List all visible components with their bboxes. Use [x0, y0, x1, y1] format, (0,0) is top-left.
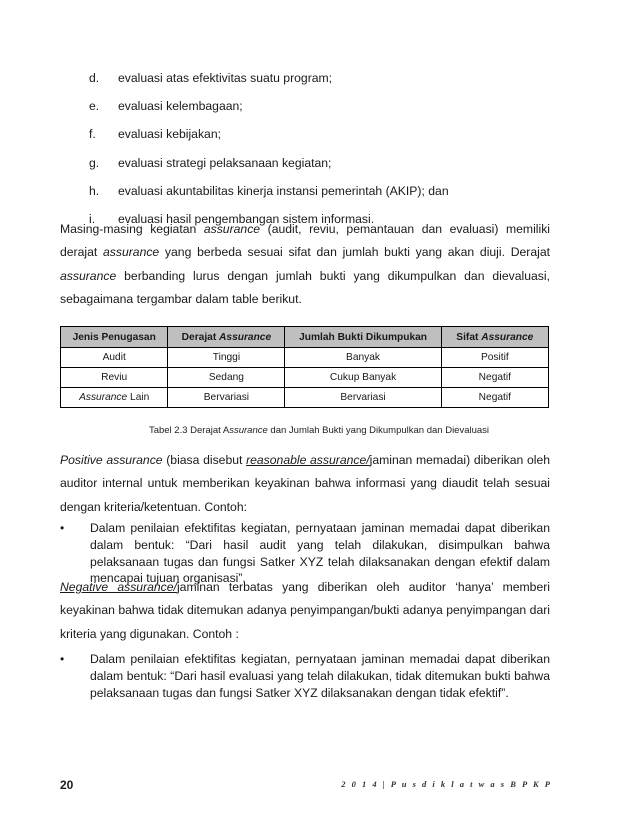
list-text: evaluasi kelembagaan; — [118, 99, 243, 114]
list-text: evaluasi hasil pengembangan sistem informasi. — [118, 212, 375, 227]
list-item — [89, 177, 559, 205]
table-row — [61, 388, 549, 408]
table-header-row — [61, 327, 549, 348]
bullet-icon: • — [60, 521, 65, 535]
header-text-italic: Assurance — [219, 331, 272, 343]
table-row — [61, 368, 549, 388]
list-item — [89, 64, 559, 92]
list-marker: g. — [89, 155, 100, 170]
evaluation-list — [89, 64, 559, 233]
text-run: Masing-masing kegiatan — [60, 222, 204, 236]
bullet-text: Dalam penilaian efektifitas kegiatan, pernyataan jaminan memadai dapat diberikan dalam bentuk: “Dari hasil evaluasi yang telah dilakukan, tidak ditemukan bukti bahwa pelaksanaan tugas dan fungsi Satker XYZ dilaksanakan dengan tidak efektif”. — [90, 652, 550, 700]
list-text: evaluasi atas efektivitas suatu program; — [118, 71, 333, 86]
header-text: Derajat — [181, 331, 220, 343]
text-run-italic: Positive assurance — [60, 453, 163, 467]
table-cell: Cukup Banyak — [285, 368, 441, 388]
list-marker: f. — [89, 127, 96, 142]
table-cell — [61, 388, 168, 408]
text-run: jaminan terbatas yang diberikan oleh auditor ‘hanya’ memberi keyakinan bahwa tidak ditemukan adanya penyimpangan/bukti adanya penyimpangan dari kriteria yang digunakan. Contoh : — [60, 580, 551, 641]
bullet-item — [60, 651, 550, 701]
table-row — [61, 348, 549, 368]
text-run-italic-underline: Negative assurance/ — [60, 580, 177, 594]
bullet-text: Dalam penilaian efektifitas kegiatan, pernyataan jaminan memadai dapat diberikan dalam bentuk: “Dari hasil audit yang telah dilakukan, disimpulkan bahwa pelaksanaan tugas dan fungsi Satker XYZ telah dilaksanakan dengan efektif dalam mencapai tujuan organisasi”. — [90, 521, 550, 586]
list-marker: d. — [89, 71, 100, 86]
column-header: Jumlah Bukti Dikumpukan — [285, 327, 441, 348]
table-cell: Negatif — [441, 388, 548, 408]
bullet-icon: • — [60, 652, 65, 666]
column-header — [441, 327, 548, 348]
list-text: evaluasi strategi pelaksanaan kegiatan; — [118, 155, 332, 170]
column-header — [168, 327, 285, 348]
footer-publisher: 2 0 1 4 | P u s d i k l a t w a s B P K P — [341, 779, 552, 789]
table-cell: Banyak — [285, 348, 441, 368]
table-cell: Audit — [61, 348, 168, 368]
text-run-italic-underline: reasonable assurance/ — [246, 453, 370, 467]
table-caption — [0, 425, 638, 436]
text-run: yang berbeda sesuai sifat dan jumlah bukti yang akan diuji. Derajat — [159, 245, 550, 260]
header-text-italic: Assurance — [481, 331, 534, 343]
text-run-italic: assurance — [102, 245, 160, 260]
caption-text: dan Jumlah Bukti yang Dikumpulkan dan Dievaluasi — [267, 425, 490, 436]
text-run: (biasa disebut — [162, 453, 247, 467]
text-run: jaminan memadai) diberikan oleh auditor internal untuk memberikan keyakinan bahwa informasi yang diaudit telah sesuai dengan kriteria/ketentuan. Contoh: — [60, 453, 551, 514]
table-cell: Bervariasi — [285, 388, 441, 408]
list-marker: e. — [89, 99, 100, 114]
header-text: Sifat — [456, 331, 482, 343]
text-run-italic: assurance — [60, 268, 117, 283]
list-item — [89, 120, 559, 148]
list-item — [89, 149, 559, 177]
table-cell: Bervariasi — [168, 388, 285, 408]
table-cell: Sedang — [168, 368, 285, 388]
list-item — [89, 92, 559, 120]
list-marker: i. — [89, 212, 96, 227]
table-cell: Reviu — [61, 368, 168, 388]
assurance-paragraph — [60, 218, 550, 311]
column-header: Jenis Penugasan — [61, 327, 168, 348]
table-cell: Negatif — [441, 368, 548, 388]
text-run: berbanding lurus dengan jumlah bukti yang dikumpulkan dan dievaluasi, sebagaimana tergambar dalam table berikut. — [60, 268, 550, 306]
text-run-italic: assurance — [203, 222, 261, 236]
list-marker: h. — [89, 183, 100, 198]
caption-text-italic: ssurance — [229, 425, 268, 436]
caption-text: Tabel 2.3 Derajat A — [148, 425, 230, 436]
text-run: (audit, reviu, pemantauan dan evaluasi) memiliki derajat — [60, 222, 550, 260]
table-cell: Positif — [441, 348, 548, 368]
negative-assurance-paragraph — [60, 576, 550, 646]
assurance-table — [60, 326, 549, 408]
cell-text-italic: Assurance — [79, 392, 128, 403]
list-text: evaluasi kebijakan; — [118, 127, 221, 142]
cell-text: Lain — [127, 392, 150, 403]
table-cell: Tinggi — [168, 348, 285, 368]
positive-assurance-paragraph — [60, 449, 550, 519]
list-text: evaluasi akuntabilitas kinerja instansi pemerintah (AKIP); dan — [118, 183, 449, 198]
page-number: 20 — [60, 778, 74, 792]
